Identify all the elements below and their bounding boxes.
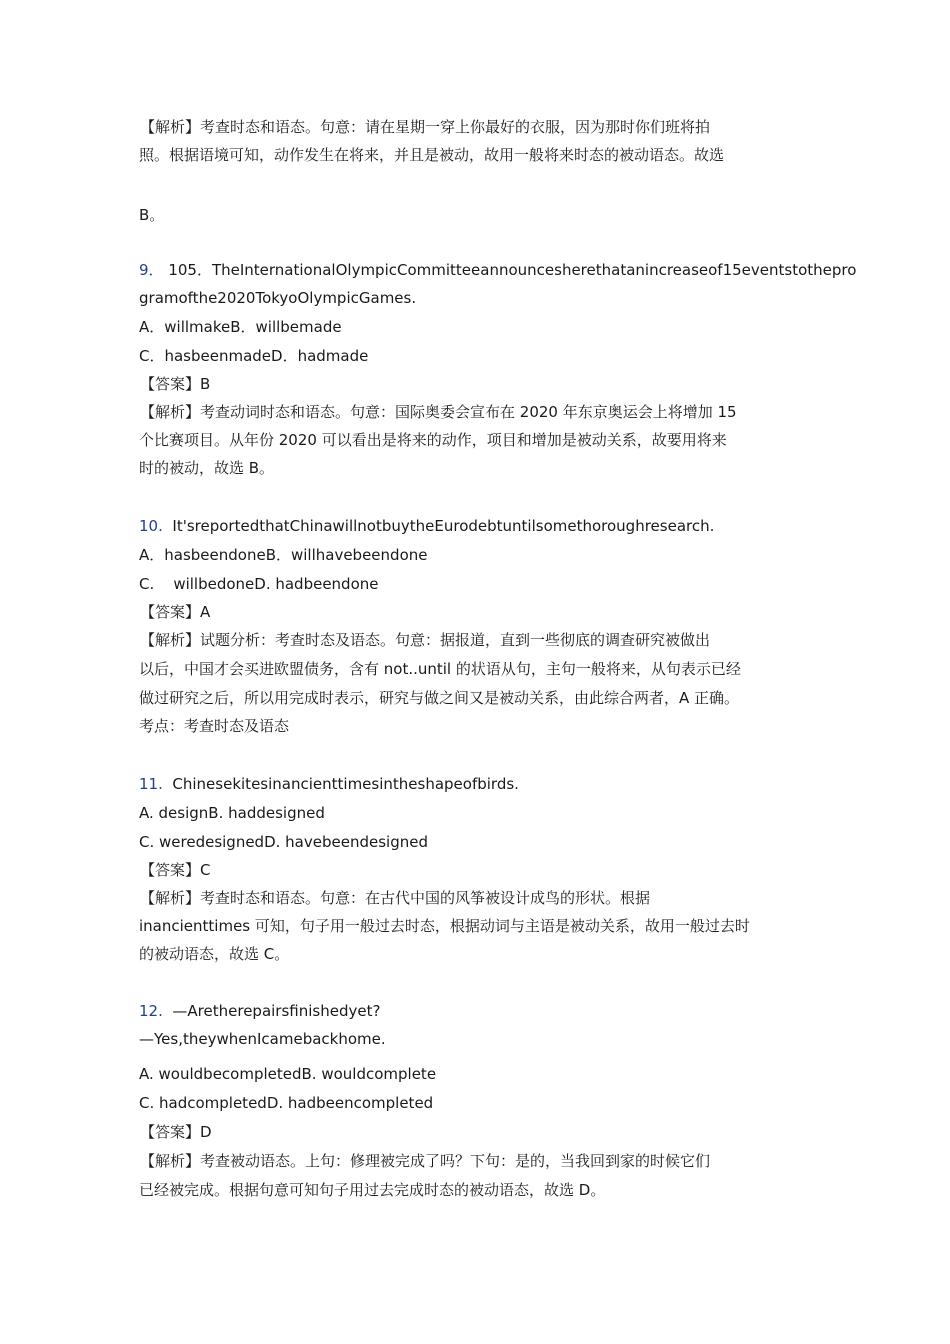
options-line: C. willbedoneD. hadbeendone bbox=[139, 575, 379, 593]
text-line: B。 bbox=[139, 206, 165, 224]
text-line: 【解析】考查时态和语态。句意：请在星期一穿上你最好的衣服，因为那时你们班将拍 bbox=[140, 118, 711, 136]
question-stem bbox=[139, 516, 714, 536]
options-line: C．hasbeenmadeD．hadmade bbox=[139, 347, 369, 365]
options-line: A．willmakeB．willbemade bbox=[139, 318, 342, 336]
question-text: 105．TheInternationalOlympicCommitteeannouncesherethatanincreaseof15eventstothepro bbox=[168, 261, 857, 279]
answer-line: 【答案】C bbox=[140, 861, 211, 879]
options-line: A. designB. haddesigned bbox=[139, 804, 325, 822]
question-stem bbox=[139, 260, 856, 280]
options-line: C. hadcompletedD. hadbeencompleted bbox=[139, 1094, 434, 1112]
explanation-line: 【解析】考查被动语态。上句：修理被完成了吗？下句：是的，当我回到家的时候它们 bbox=[140, 1152, 711, 1170]
explanation-line: inancienttimes 可知，句子用一般过去时态，根据动词与主语是被动关系，故用一般过去时 bbox=[139, 917, 750, 935]
explanation-line: 的被动语态，故选 C。 bbox=[139, 945, 290, 963]
explanation-line: 已经被完成。根据句意可知句子用过去完成时态的被动语态，故选 D。 bbox=[139, 1181, 606, 1199]
question-stem bbox=[139, 774, 519, 794]
question-text: Chinesekitesinancienttimesintheshapeofbirds. bbox=[172, 775, 519, 793]
explanation-line: 【解析】考查动词时态和语态。句意：国际奥委会宣布在 2020 年东京奥运会上将增加 15 bbox=[140, 403, 737, 421]
question-number: 10. bbox=[139, 517, 163, 535]
text-line: 照。根据语境可知，动作发生在将来，并且是被动，故用一般将来时态的被动语态。故选 bbox=[139, 146, 725, 164]
options-line: C. weredesignedD. havebeendesigned bbox=[139, 833, 428, 851]
question-text: gramofthe2020TokyoOlympicGames. bbox=[139, 289, 417, 307]
explanation-line: 【解析】试题分析：考查时态及语态。句意：据报道，直到一些彻底的调查研究被做出 bbox=[140, 631, 711, 649]
options-line: A．hasbeendoneB．willhavebeendone bbox=[139, 546, 428, 564]
explanation-line: 考点：考查时态及语态 bbox=[139, 717, 290, 735]
question-stem bbox=[139, 1001, 380, 1021]
explanation-line: 个比赛项目。从年份 2020 可以看出是将来的动作，项目和增加是被动关系，故要用将来 bbox=[139, 431, 727, 449]
answer-line: 【答案】A bbox=[140, 603, 211, 621]
question-text: —Aretherepairsfinishedyet? bbox=[172, 1002, 381, 1020]
question-text: It'sreportedthatChinawillnotbuytheEurodebtuntilsomethoroughresearch. bbox=[172, 517, 715, 535]
options-line: A. wouldbecompletedB. wouldcomplete bbox=[139, 1065, 437, 1083]
question-number: 11. bbox=[139, 775, 163, 793]
question-text: —Yes,theywhenIcamebackhome. bbox=[139, 1030, 386, 1048]
explanation-line: 以后，中国才会买进欧盟债务，含有 not..until 的状语从句，主句一般将来，从句表示已经 bbox=[139, 660, 741, 678]
explanation-line: 做过研究之后，所以用完成时表示，研究与做之间又是被动关系，由此综合两者，A 正确。 bbox=[139, 689, 740, 707]
explanation-line: 【解析】考查时态和语态。句意：在古代中国的风筝被设计成鸟的形状。根据 bbox=[140, 889, 651, 907]
answer-line: 【答案】D bbox=[140, 1123, 212, 1141]
question-number: 9． bbox=[139, 261, 164, 279]
explanation-line: 时的被动，故选 B。 bbox=[139, 459, 275, 477]
answer-line: 【答案】B bbox=[140, 375, 211, 393]
question-number: 12. bbox=[139, 1002, 163, 1020]
